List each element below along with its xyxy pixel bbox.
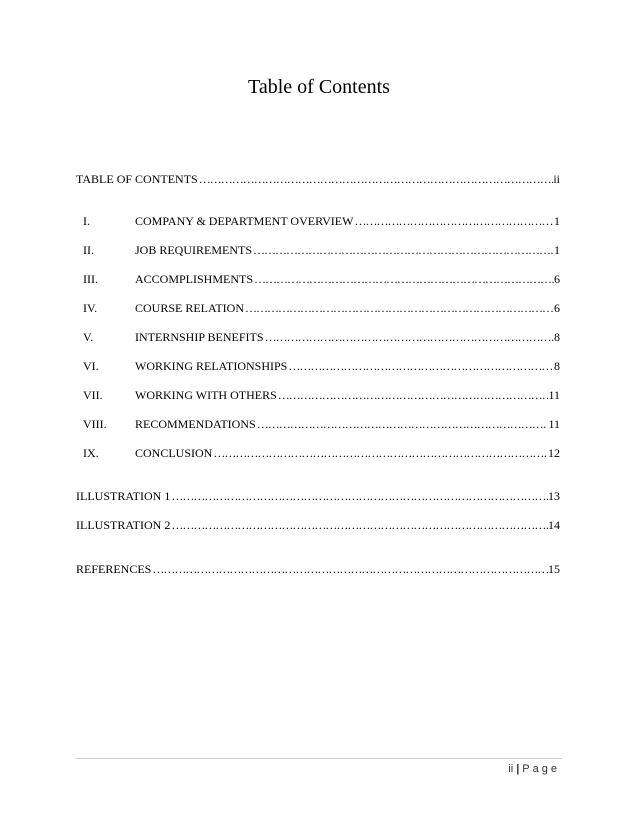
dot-leader	[353, 213, 554, 229]
dot-leader	[253, 271, 554, 287]
toc-entry-section-8	[76, 416, 560, 432]
dot-leader	[170, 488, 548, 504]
dot-leader	[256, 416, 549, 432]
toc-entry-page: 8	[554, 359, 560, 373]
toc-entry-page: 12	[548, 446, 560, 460]
toc-entry-illustration-1	[76, 488, 560, 504]
toc-entry-numeral: VII.	[83, 388, 103, 402]
footer-page-number: ii	[508, 763, 514, 775]
toc-entry-page: 11	[548, 388, 560, 402]
toc-entry-label: ACCOMPLISHMENTS	[135, 272, 254, 286]
toc-entry-section-3	[76, 271, 560, 287]
toc-entry-numeral: VIII.	[83, 417, 107, 431]
toc-entry-page: 1	[554, 243, 560, 257]
toc-entry-table-of-contents	[76, 171, 560, 187]
toc-entry-section-1	[76, 213, 560, 229]
toc-entry-numeral: III.	[83, 272, 98, 286]
footer-divider	[76, 758, 562, 759]
toc-entry-numeral: VI.	[83, 359, 99, 373]
toc-entry-numeral: II.	[83, 243, 94, 257]
toc-entry-label: COURSE RELATION	[135, 301, 245, 315]
toc-entry-page: 8	[554, 330, 560, 344]
toc-entry-references	[76, 561, 560, 577]
dot-leader	[198, 171, 554, 187]
toc-entry-label: RECOMMENDATIONS	[135, 417, 256, 431]
toc-entry-label: WORKING WITH OTHERS	[135, 388, 277, 402]
toc-entry-section-9	[76, 445, 560, 461]
footer-separator: |	[516, 763, 520, 775]
dot-leader	[264, 329, 554, 345]
toc-entry-label: ILLUSTRATION 1	[76, 489, 171, 503]
toc-entry-label: JOB REQUIREMENTS	[135, 243, 253, 257]
dot-leader	[252, 242, 554, 258]
toc-entry-label: COMPANY & DEPARTMENT OVERVIEW	[135, 214, 354, 228]
toc-entry-page: 13	[548, 489, 560, 503]
page-footer	[508, 762, 560, 776]
toc-entry-label: TABLE OF CONTENTS	[76, 172, 198, 186]
toc-entry-section-7	[76, 387, 560, 403]
toc-entry-label: ILLUSTRATION 2	[76, 518, 171, 532]
toc-entry-label: INTERNSHIP BENEFITS	[135, 330, 264, 344]
toc-entry-section-6	[76, 358, 560, 374]
dot-leader	[151, 561, 548, 577]
toc-entry-section-2	[76, 242, 560, 258]
toc-entry-numeral: IV.	[83, 301, 98, 315]
toc-entry-page: 11	[548, 417, 560, 431]
toc-entry-numeral: I.	[83, 214, 90, 228]
toc-entry-label: CONCLUSION	[135, 446, 213, 460]
toc-entry-section-4	[76, 300, 560, 316]
toc-entry-page: 6	[554, 301, 560, 315]
toc-entry-page: ii	[553, 172, 560, 186]
dot-leader	[277, 387, 549, 403]
toc-entry-numeral: IX.	[83, 446, 99, 460]
dot-leader	[244, 300, 554, 316]
toc-entry-page: 15	[548, 562, 560, 576]
toc-entry-label: WORKING RELATIONSHIPS	[135, 359, 288, 373]
toc-entry-label: REFERENCES	[76, 562, 152, 576]
toc-entry-section-5	[76, 329, 560, 345]
dot-leader	[287, 358, 554, 374]
footer-page-word: Page	[522, 763, 560, 775]
toc-entry-illustration-2	[76, 517, 560, 533]
toc-entry-page: 1	[554, 214, 560, 228]
dot-leader	[170, 517, 548, 533]
toc-entry-page: 14	[548, 518, 560, 532]
toc-entry-page: 6	[554, 272, 560, 286]
toc-entry-numeral: V.	[83, 330, 94, 344]
dot-leader	[212, 445, 548, 461]
page-title: Table of Contents	[248, 76, 390, 98]
